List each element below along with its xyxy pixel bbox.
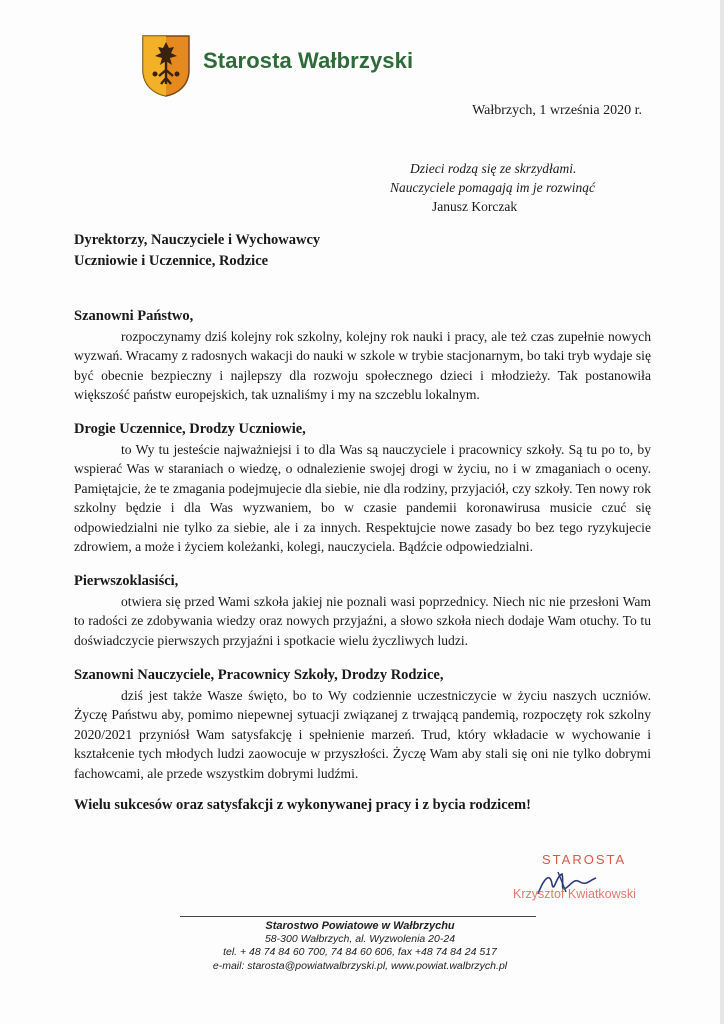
section-paragraph: dziś jest także Wasze święto, bo to Wy codziennie uczestniczycie w życiu naszych uczniów. Życzę Państwu aby, pomimo niepewnej sytuacji związanej z trwającą pandemią, rozpoczęty rok szkolny 2020/2021 przyniósł Wam satysfakcję i spełnienie marzeń. Trud, który wkładacie w wychowanie i kształcenie tych młodych ludzi zaowocuje w przyszłości. Życzę Wam aby stali się oni nie tylko dobrymi fachowcami, ale przede wszystkim dobrymi ludźmi. (74, 688, 651, 781)
recipients-line-1: Dyrektorzy, Nauczyciele i Wychowawcy (74, 232, 321, 248)
coat-of-arms-icon (141, 34, 191, 97)
section-first-graders (74, 571, 651, 650)
section-paragraph: rozpoczynamy dziś kolejny rok szkolny, kolejny rok nauki i pracy, ale też czas zupełnie nowych wyzwań. Wracamy z radosnych wakacji do nauki w szkole w trybie stacjonarnym, bo taki tryb wydaje się być obecnie bezpieczny i najlepszy dla rozwoju społecznego dzieci i młodzieży. Tak postanowiła większość państw europejskich, tak uznaliśmy i my na szczeblu lokalnym. (74, 329, 651, 403)
footer-phone: tel. + 48 74 84 60 700, 74 84 60 606, fax +48 74 84 24 517 (223, 946, 497, 959)
epigraph-line-2: Nauczyciele pomagają im je rozwinąć (390, 180, 595, 195)
footer-divider (180, 916, 536, 917)
section-heading: Szanowni Państwo, (74, 308, 194, 324)
epigraph-line-1: Dzieci rodzą się ze skrzydłami. (410, 161, 577, 176)
section-heading: Pierwszoklasiści, (74, 573, 179, 589)
section-heading: Szanowni Nauczyciele, Pracownicy Szkoły, Drodzy Rodzice, (74, 667, 444, 683)
recipients (74, 230, 320, 272)
section-students (74, 419, 651, 556)
letter-date: Wałbrzych, 1 września 2020 r. (472, 103, 642, 118)
recipients-line-2: Uczniowie i Uczennice, Rodzice (74, 253, 269, 269)
footer-office: Starostwo Powiatowe w Wałbrzychu (265, 920, 455, 932)
footer-address: 58-300 Wałbrzych, al. Wyzwolenia 20-24 (264, 933, 456, 946)
epigraph (380, 159, 630, 216)
section-greeting (74, 306, 651, 405)
brand-title: Starosta Wałbrzyski (203, 48, 414, 73)
stamp-title: STAROSTA (542, 852, 627, 867)
signature-stamp (510, 850, 660, 910)
section-teachers-parents (74, 665, 651, 783)
section-paragraph: to Wy tu jesteście najważniejsi i to dla Was są nauczyciele i pracownicy szkoły. Są tu po to, by wspierać Was w staraniach o wiedzę, o odnalezienie swojej drogi w życiu, no i w zmaganiach o oceny. Pamiętajcie, że te zmagania podejmujecie dla siebie, nie dla rodziny, przyjaciół, czy szkoły. Ten nowy rok szkolny będzie i dla Was wyzwaniem, bo w czasie pandemii koronawirusa musicie czuć się odpowiedzialni nie tylko za siebie, ale i za innych. Respektujcie nowe zasady bo bez tego ryzykujecie zdrowiem, a może i życiem koleżanki, kolegi, nauczyciela. Bądźcie odpowiedzialni. (74, 442, 651, 555)
section-heading: Drogie Uczennice, Drodzy Uczniowie, (74, 421, 306, 437)
footer-email: e-mail: starosta@powiatwalbrzyski.pl, www.powiat.walbrzych.pl (212, 959, 508, 972)
epigraph-author: Janusz Korczak (432, 199, 518, 214)
page-edge (720, 0, 724, 1024)
footer (150, 920, 570, 973)
closing-wish: Wielu sukcesów oraz satysfakcji z wykonywanej pracy i z bycia rodzicem! (74, 797, 531, 813)
stamp-name: Krzysztof Kwiatkowski (513, 887, 636, 901)
section-paragraph: otwiera się przed Wami szkoła jakiej nie poznali wasi poprzednicy. Niech nic nie przesłoni Wam to radości ze zdobywania wiedzy oraz nowych przyjaźni, a słowo szkoła niech dodaje Wam otuchy. To tu doświadczycie pierwszych przyjaźni i spotkacie wielu życzliwych ludzi. (74, 594, 651, 648)
